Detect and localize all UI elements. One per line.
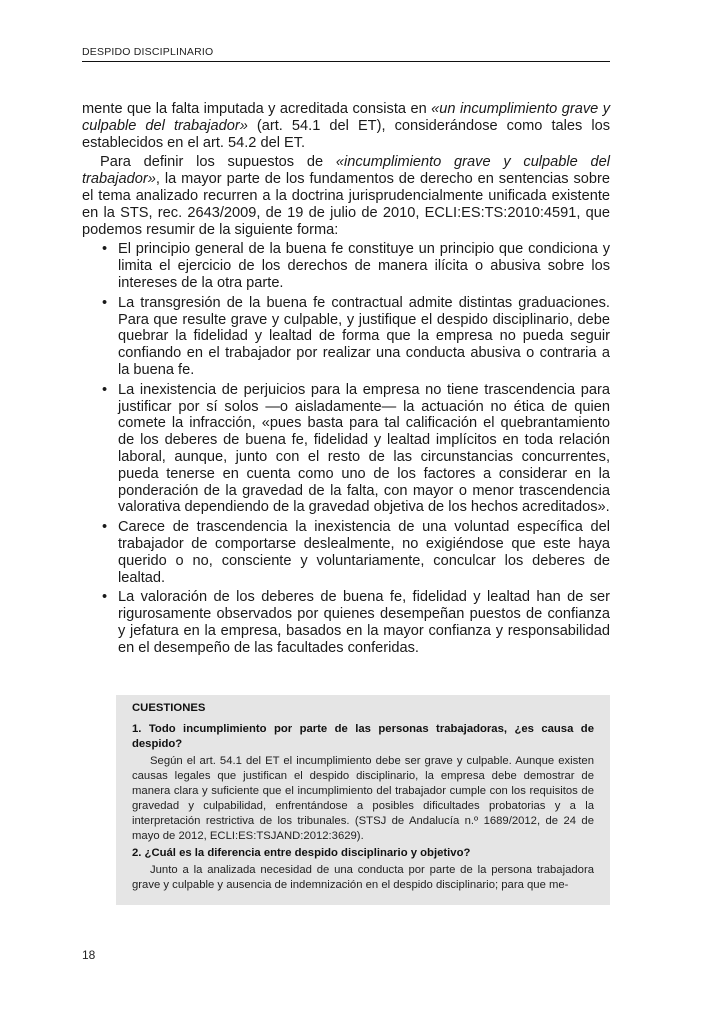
list-item [102, 241, 610, 291]
question-2: 2. ¿Cuál es la diferencia entre despido disciplinario y objetivo? [132, 847, 471, 859]
bullet-icon: • [102, 241, 108, 258]
bullet-icon: • [102, 589, 108, 606]
list-item-text: La transgresión de la buena fe contractual admite distintas graduaciones. Para que resulte grave y culpable, y justifique el despido disciplinario, debe quebrar la fidelidad y lealtad de forma que la empresa no pueda seguir confiando en el trabajador por realizar una conducta abusiva o contraria a la buena fe. [118, 294, 610, 378]
paragraph-text: , la mayor parte de los fundamentos de derecho en sentencias sobre el tema analizado recurren a la doctrina jurisprudencialmente unificada existente en la STS, rec. 2643/2009, de 19 de julio de 2010, ECLI:ES:TS:2010:4591, que podemos resumir de la siguiente forma: [82, 171, 610, 238]
doctrine-list [82, 241, 610, 656]
quoted-phrase: «un incumplimiento grave y culpable del trabajador» [82, 101, 610, 134]
main-text [82, 101, 610, 657]
list-item [102, 381, 610, 516]
list-item [102, 294, 610, 379]
list-item-text: Carece de trascendencia la inexistencia de una voluntad específica del trabajador de comportarse deslealmente, no exigiéndose que este haya querido o no, consciente y voluntariamente, conculcar los deberes de lealtad. [118, 519, 610, 586]
bullet-icon: • [102, 519, 108, 536]
list-item [102, 589, 610, 656]
paragraph-continuation [82, 101, 610, 151]
questions-box [116, 695, 610, 905]
page-number: 18 [82, 948, 96, 962]
header-divider [82, 61, 610, 62]
quoted-phrase: «incumplimiento grave y culpable del trabajador» [82, 154, 611, 188]
answer-2: Junto a la analizada necesidad de una conducta por parte de la persona trabajadora grave y culpable y ausencia de indemnización en el despido disciplinario; para que me- [132, 864, 594, 891]
answer-1: Según el art. 54.1 del ET el incumplimiento debe ser grave y culpable. Aunque existen causas legales que justifican el despido disciplinario, la empresa debe demostrar de manera clara y suficiente que el incumplimiento del trabajador cumple con los requisitos de gravedad y culpabilidad, enfrentándose a posibles dificultades probatorias y a la interpretación restrictiva de los tribunales. (STSJ de Andalucía n.º 1689/2012, de 24 de mayo de 2012, ECLI:ES:TSJAND:2012:3629). [132, 755, 594, 842]
list-item-text: El principio general de la buena fe constituye un principio que condiciona y limita el ejercicio de los derechos de manera ilícita o abusiva sobre los intereses de la otra parte. [118, 241, 610, 291]
list-item-text: La inexistencia de perjuicios para la empresa no tiene trascendencia para justificar por sí solos —o aisladamente— la actuación no ética de quien comete la infracción, «pues basta para tal calificación el quebrantamiento de los deberes de buena fe, fidelidad y lealtad implícitos en toda relación laboral, aunque, junto con el resto de las circunstancias concurrentes, pueda tenerse en cuenta como uno de los factores a considerar en la ponderación de la gravedad de la falta, con mayor o menor trascendencia valorativa dependiendo de la gravedad objetiva de los hechos acreditados». [118, 381, 610, 516]
bullet-icon: • [102, 294, 108, 311]
paragraph-text: (art. 54.1 del ET), considerándose como tales los establecidos en el art. 54.2 del ET. [82, 117, 610, 151]
questions-title: CUESTIONES [132, 702, 206, 714]
question-1: 1. Todo incumplimiento por parte de las personas trabajadoras, ¿es causa de despido? [132, 723, 594, 750]
paragraph-text: mente que la falta imputada y acreditada consista en [82, 101, 432, 117]
paragraph-text: Para definir los supuestos de [100, 154, 336, 171]
list-item-text: La valoración de los deberes de buena fe, fidelidad y lealtad han de ser rigurosamente observados por quienes desempeñan puestos de confianza y jefatura en la empresa, basados en la mayor confianza y responsabilidad en el desempeño de las facultades conferidas. [118, 589, 610, 656]
running-header: DESPIDO DISCIPLINARIO [82, 46, 214, 58]
list-item [102, 519, 610, 586]
paragraph-definition [82, 154, 610, 238]
bullet-icon: • [102, 381, 108, 398]
